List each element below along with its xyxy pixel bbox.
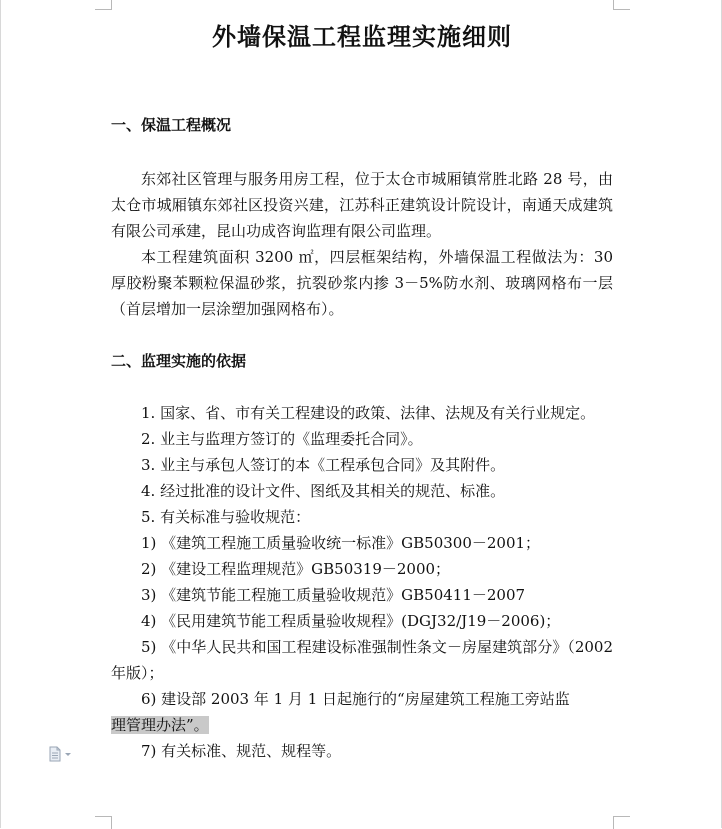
margin-corner-bottom-left xyxy=(95,816,112,829)
section-heading-basis: 二、监理实施的依据 xyxy=(111,352,247,370)
list-item: 4) 《民用建筑节能工程质量验收规程》(DGJ32/J19－2006)； xyxy=(141,612,561,630)
list-item: 6) 建设部 2003 年 1 月 1 日起施行的“房屋建筑工程施工旁站监 xyxy=(141,690,570,708)
list-item: 7) 有关标准、规范、规程等。 xyxy=(141,742,342,760)
list-item: 3) 《建筑节能工程施工质量验收规范》GB50411－2007 xyxy=(141,586,526,604)
list-item: 1) 《建筑工程施工质量验收统一标准》GB50300－2001； xyxy=(141,534,541,552)
list-item: 5) 《中华人民共和国工程建设标准强制性条文－房屋建筑部分》（2002 年版）； xyxy=(111,638,613,682)
list-item: 4. 经过批准的设计文件、图纸及其相关的规范、标准。 xyxy=(141,482,506,500)
section-heading-overview: 一、保温工程概况 xyxy=(111,116,232,134)
document-options-icon[interactable] xyxy=(48,746,74,762)
list-item: 2. 业主与监理方签订的《监理委托合同》。 xyxy=(141,430,423,448)
margin-corner-top-right xyxy=(613,0,630,10)
selected-text-highlight[interactable]: 理管理办法”。 xyxy=(111,716,209,734)
document-title: 外墙保温工程监理实施细则 xyxy=(212,22,512,51)
list-item: 1. 国家、省、市有关工程建设的政策、法律、法规及有关行业规定。 xyxy=(141,404,596,422)
margin-corner-bottom-right xyxy=(613,816,630,829)
list-item-continuation xyxy=(111,712,613,738)
paragraph-construction-details: 本工程建筑面积 3200 ㎡，四层框架结构，外墙保温工程做法为：30 厚胶粉聚苯颗粒保温砂浆，抗裂砂浆内掺 3－5%防水剂、玻璃网格布一层（首层增加一层涂塑加强网格布）。 xyxy=(111,248,613,318)
list-item: 3. 业主与承包人签订的本《工程承包合同》及其附件。 xyxy=(141,456,506,474)
list-item: 2) 《建设工程监理规范》GB50319－2000； xyxy=(141,560,451,578)
list-item: 5. 有关标准与验收规范： xyxy=(141,508,311,526)
basis-list xyxy=(111,400,613,764)
paragraph-project-overview: 东郊社区管理与服务用房工程，位于太仓市城厢镇常胜北路 28 号，由太仓市城厢镇东郊社区投资兴建，江苏科正建筑设计院设计，南通天成建筑有限公司承建，昆山功成咨询监理有限公司监理。 xyxy=(111,170,613,240)
margin-corner-top-left xyxy=(95,0,112,10)
